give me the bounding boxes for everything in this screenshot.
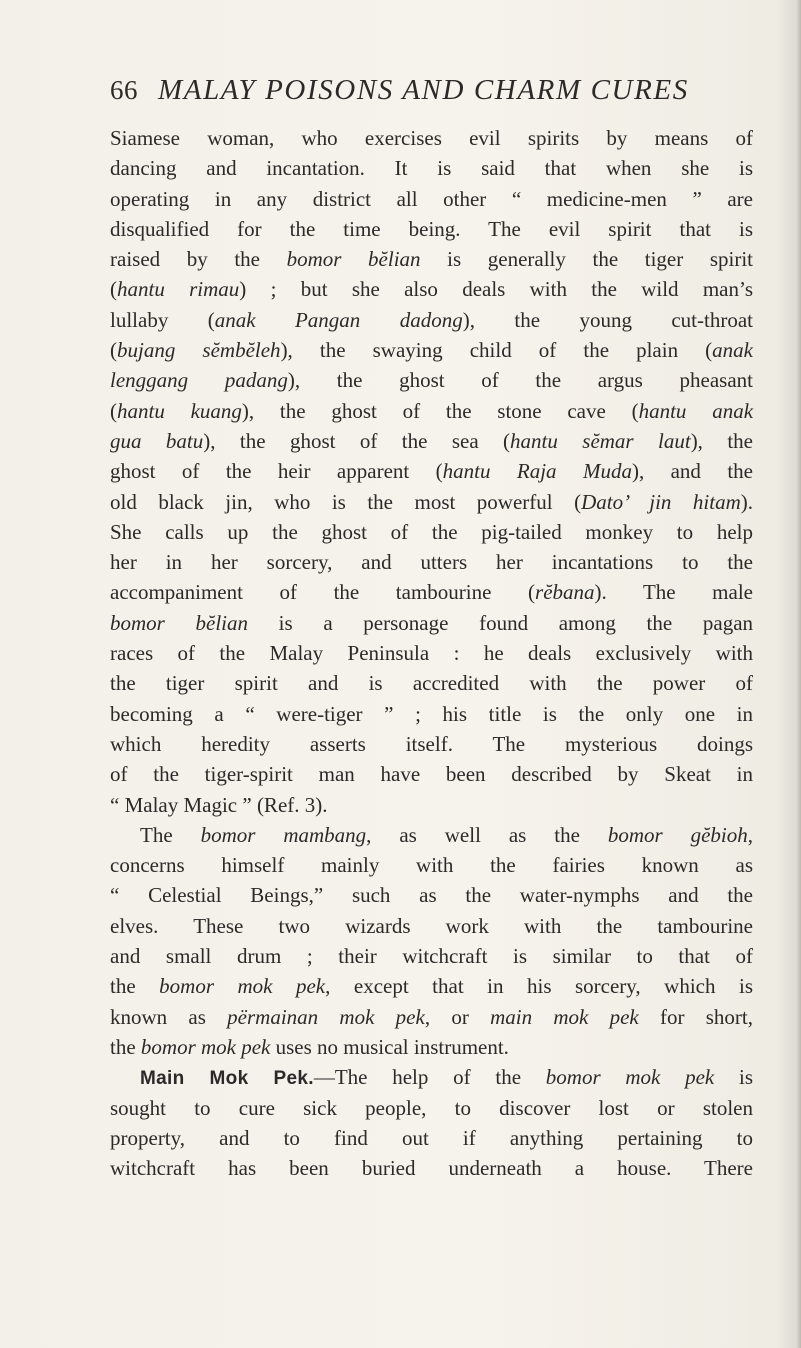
text-line: raised by the bomor bĕlian is generally the tiger spirit <box>110 247 753 272</box>
text-line: races of the Malay Peninsula : he deals exclusively with <box>110 641 753 666</box>
running-header <box>110 74 750 107</box>
text-line: disqualified for the time being. The evil spirit that is <box>110 216 753 241</box>
text-line: “ Malay Magic ” (Ref. 3). <box>110 792 328 817</box>
text-line: which heredity asserts itself. The mysterious doings <box>110 731 753 756</box>
text-line: Siamese woman, who exercises evil spirits by means of <box>110 126 753 150</box>
text-line: (hantu rimau) ; but she also deals with the wild man’s <box>110 277 753 302</box>
text-line: known as përmainan mok pek, or main mok pek for short, <box>110 1004 753 1029</box>
text-line: (bujang sĕmbĕleh), the swaying child of the plain (anak <box>110 338 753 363</box>
text-line: bomor bĕlian is a personage found among the pagan <box>110 610 754 635</box>
text-line: Main Mok Pek.—The help of the bomor mok pek is <box>140 1065 754 1090</box>
text-line: the bomor mok pek, except that in his sorcery, which is <box>110 974 753 999</box>
text-line: sought to cure sick people, to discover lost or stolen <box>110 1095 753 1120</box>
text-line: lenggang padang), the ghost of the argus pheasant <box>110 368 753 393</box>
text-line: her in her sorcery, and utters her incantations to the <box>110 550 753 575</box>
text-line: becoming a “ were-tiger ” ; his title is the only one in <box>110 701 753 726</box>
text-line: of the tiger-spirit man have been described by Skeat in <box>110 762 753 787</box>
text-line: accompaniment of the tambourine (rĕbana). The male <box>110 580 753 605</box>
text-line: lullaby (anak Pangan dadong), the young cut-throat <box>110 307 753 332</box>
text-line: old black jin, who is the most powerful (Dato’ jin hitam). <box>110 489 754 514</box>
text-line: the tiger spirit and is accredited with the power of <box>110 671 753 696</box>
body-text <box>110 123 753 1183</box>
text-line: dancing and incantation. It is said that when she is <box>110 156 753 181</box>
text-line: witchcraft has been buried underneath a house. There <box>110 1156 753 1181</box>
text-line: elves. These two wizards work with the tambourine <box>110 913 753 938</box>
page-number: 66 <box>110 75 138 105</box>
text-line: property, and to find out if anything pertaining to <box>110 1125 753 1150</box>
running-title: MALAY POISONS AND CHARM CURES <box>158 74 689 106</box>
text-line: operating in any district all other “ medicine-men ” are <box>110 186 753 211</box>
text-line: The bomor mambang, as well as the bomor gĕbioh, <box>140 822 753 847</box>
page-edge <box>795 0 801 1348</box>
text-line: “ Celestial Beings,” such as the water-nymphs and the <box>110 883 753 908</box>
text-line: She calls up the ghost of the pig-tailed monkey to help <box>110 519 753 544</box>
text-line: and small drum ; their witchcraft is similar to that of <box>110 944 753 969</box>
text-line: concerns himself mainly with the fairies known as <box>110 853 753 878</box>
text-line: the bomor mok pek uses no musical instrument. <box>110 1034 509 1059</box>
text-line: ghost of the heir apparent (hantu Raja Muda), and the <box>110 459 753 484</box>
text-line: (hantu kuang), the ghost of the stone cave (hantu anak <box>110 398 754 423</box>
text-line: gua batu), the ghost of the sea (hantu sĕmar laut), the <box>110 428 753 453</box>
